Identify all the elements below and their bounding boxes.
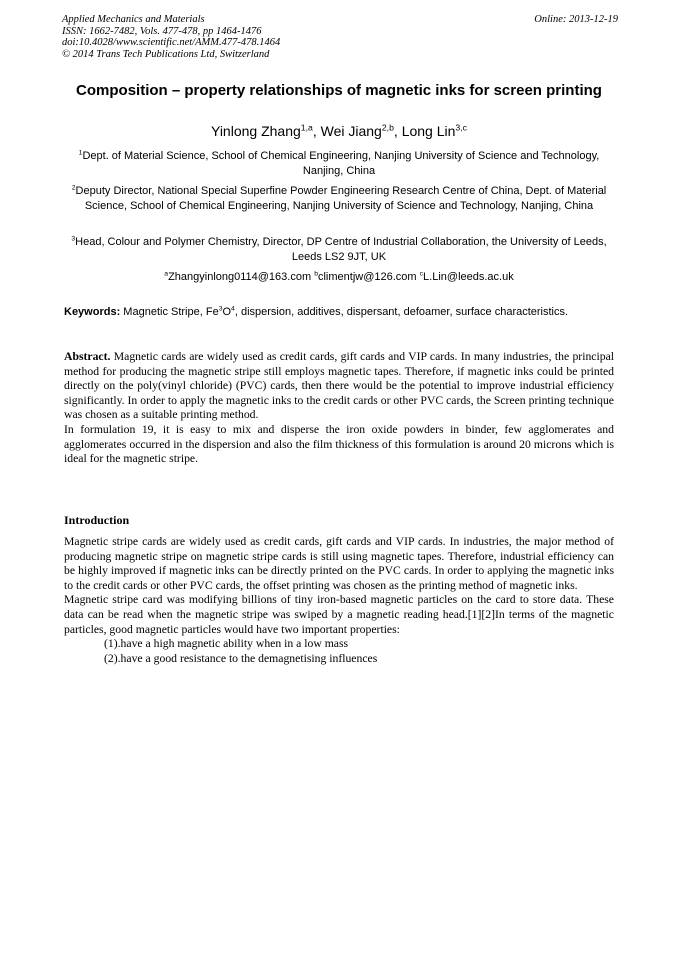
list-item: (1).have a high magnetic ability when in a low mass <box>104 637 349 651</box>
introduction-heading: Introduction <box>64 513 130 527</box>
affiliation-text: Head, Colour and Polymer Chemistry, Director, DP Centre of Industrial Collaboration, the University of Leeds, Leeds LS2 9JT, UK <box>75 236 607 263</box>
author-name: Long Lin <box>401 123 456 139</box>
list-item: (2).have a good resistance to the demagnetising influences <box>104 651 378 665</box>
doi-line: doi:10.4028/www.scientific.net/AMM.477-478.1464 <box>62 37 281 48</box>
paper-title: Composition – property relationships of magnetic inks for screen printing <box>76 82 602 99</box>
keywords-label: Keywords: <box>64 306 121 318</box>
affiliation-2 <box>64 184 614 214</box>
affiliation-3 <box>64 235 614 265</box>
email-mark: c <box>419 270 424 278</box>
affiliation-text: Deputy Director, National Special Superfine Powder Engineering Research Centre of China, Dept. of Material Science, School of Chemical Engineering, Nanjing University of Science and Technology, Nanjing, China <box>75 185 607 212</box>
author-marks: 2,b <box>381 122 394 133</box>
email-line <box>64 270 614 285</box>
author-marks: 1,a <box>300 122 313 133</box>
keywords-text: Magnetic Stripe, Fe <box>120 306 219 318</box>
email-mark: a <box>164 270 169 278</box>
affiliation-1 <box>64 149 614 179</box>
affiliation-text: Dept. of Material Science, School of Chemical Engineering, Nanjing University of Science and Technology, Nanjing, China <box>82 150 600 177</box>
email-address[interactable]: L.Lin@leeds.ac.uk <box>423 271 514 283</box>
email-mark: b <box>314 270 318 278</box>
affiliation-number: 2 <box>71 184 76 192</box>
affiliation-number: 3 <box>71 235 76 243</box>
abstract-label: Abstract. <box>64 350 111 363</box>
keywords-text: , dispersion, additives, dispersant, defoamer, surface characteristics. <box>234 306 569 318</box>
keywords <box>64 305 614 320</box>
abstract-paragraph-2: In formulation 19, it is easy to mix and disperse the iron oxide powders in binder, few agglomerates and agglomerates occurred in the dispersion and also the film thickness of this formulation is around 20 microns which is ideal for the magnetic stripe. <box>64 422 614 466</box>
affiliation-number: 1 <box>78 149 83 157</box>
author-marks: 3,c <box>455 122 467 133</box>
author-name: Wei Jiang <box>320 123 382 139</box>
email-address[interactable]: Zhangyinlong0114@163.com <box>168 271 312 283</box>
abstract-paragraph-1 <box>64 350 614 423</box>
introduction-paragraph-2: Magnetic stripe card was modifying billions of tiny iron-based magnetic particles on the card to store data. These data can be read when the magnetic stripe was swiped by a magnetic reading head.[1][2]In terms of the magnetic particles, good magnetic particles would have two important properties: <box>64 593 614 636</box>
introduction-paragraph-1: Magnetic stripe cards are widely used as credit cards, gift cards and VIP cards. In industries, the major method of producing magnetic stripe on magnetic stripe cards is still using magnetic tapes. Therefore, industrial efficiency can be highly improved if magnetic inks can be directly printed on the PVC cards. In order to applying the magnetic inks to the credit cards or other PVC cards, the offset printing was chosen as the printing method of magnetic inks. <box>64 535 614 592</box>
keywords-sup: 3 <box>218 305 223 313</box>
keywords-text: O <box>222 306 232 318</box>
author-name: Yinlong Zhang <box>211 123 301 139</box>
online-date: Online: 2013-12-19 <box>534 14 618 25</box>
email-address[interactable]: climentjw@126.com <box>317 271 417 283</box>
copyright-line: © 2014 Trans Tech Publications Ltd, Switzerland <box>62 48 270 60</box>
introduction-body <box>64 535 614 666</box>
abstract <box>64 350 614 467</box>
keywords-sup: 4 <box>231 305 235 313</box>
journal-header <box>62 14 618 60</box>
journal-name: Applied Mechanics and Materials <box>62 14 205 25</box>
abstract-text: Magnetic cards are widely used as credit cards, gift cards and VIP cards. In many industries, the principal method for producing the magnetic stripe still employs magnetic tapes. Therefore, if magnetic inks could be printed directly on the poly(vinyl chloride) (PVC) cards, then there would be the potential to improve industrial efficiency significantly. In order to apply the magnetic inks to the credit cards or other PVC cards, the Screen printing technique was chosen as a suitable printing method. <box>64 350 614 422</box>
author-list: Yinlong Zhang$^{1,a}$, Wei Jiang$^{2,b}$, Long Lin$^{3,c}$ <box>211 122 467 139</box>
issn-line: ISSN: 1662-7482, Vols. 477-478, pp 1464-1476 <box>62 25 262 37</box>
